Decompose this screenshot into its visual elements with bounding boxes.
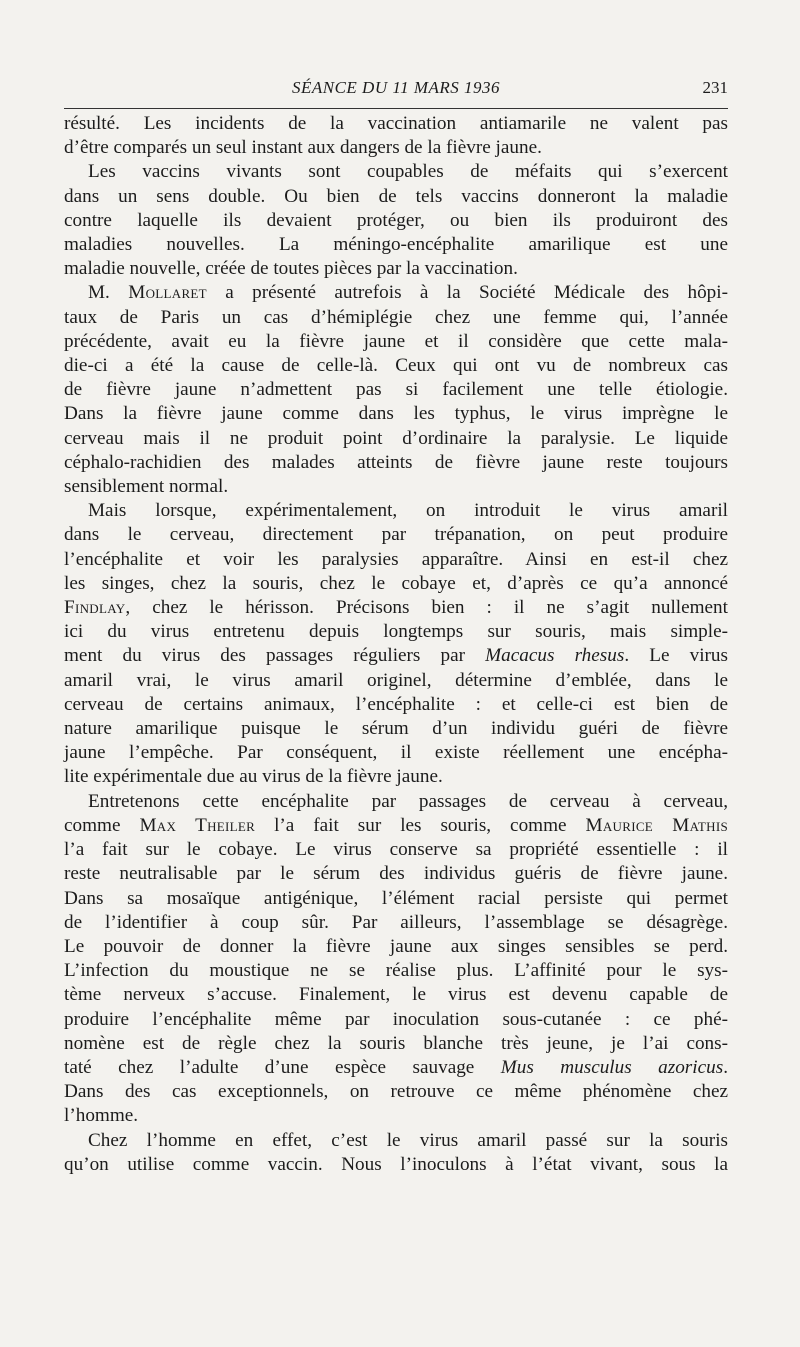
text-line	[64, 644, 728, 668]
text-line: dans un sens double. Ou bien de tels vaccins donneront la maladie	[64, 185, 728, 207]
text-run: , chez le hérisson. Précisons bien : il ne s’agit nullement	[125, 597, 728, 619]
text-line: nature amarilique puisque le sérum d’un individu guéri de fièvre	[64, 718, 728, 740]
text-line: sensiblement normal.	[64, 476, 229, 498]
text-line: l’encéphalite et voir les paralysies apparaître. Ainsi en est-il chez	[64, 548, 728, 570]
header-title: SÉANCE DU 11 MARS 1936	[291, 78, 501, 97]
text-run: a présenté autrefois à la Société Médicale des hôpi-	[206, 282, 728, 304]
author-name: Mollaret	[128, 282, 207, 304]
text-line: ici du virus entretenu depuis longtemps sur souris, mais simple-	[64, 621, 728, 643]
text-run: M.	[88, 282, 129, 304]
text-run: l’a fait sur les souris, comme	[255, 814, 586, 836]
text-line: cerveau de certains animaux, l’encéphalite : et celle-ci est bien de	[64, 693, 728, 715]
text-line: Dans la fièvre jaune comme dans les typhus, le virus imprègne le	[64, 403, 728, 425]
text-line: d’être comparés un seul instant aux dangers de la fièvre jaune.	[64, 137, 542, 159]
text-line: tème nerveux s’accuse. Finalement, le virus est devenu capable de	[64, 984, 728, 1006]
text-line: précédente, avait eu la fièvre jaune et il considère que cette mala-	[64, 330, 728, 352]
text-line: amaril vrai, le virus amaril originel, détermine d’emblée, dans le	[64, 669, 728, 691]
text-line: Le pouvoir de donner la fièvre jaune aux singes sensibles se perd.	[64, 935, 728, 957]
species-name: Mus musculus azoricus	[500, 1056, 724, 1078]
species-name: Macacus rhesus	[485, 645, 625, 667]
text-line: Entretenons cette encéphalite par passages de cerveau à cerveau,	[88, 790, 728, 812]
page-number: 231	[702, 78, 728, 97]
text-line: produire l’encéphalite même par inoculation sous-cutanée : ce phé-	[64, 1008, 728, 1030]
text-line: de l’identifier à coup sûr. Par ailleurs, l’assemblage se désagrège.	[64, 911, 728, 933]
text-line: maladies nouvelles. La méningo-encéphalite amarilique est une	[64, 234, 728, 256]
text-line: maladie nouvelle, créée de toutes pièces par la vaccination.	[64, 258, 518, 280]
running-header	[64, 78, 728, 106]
text-line	[64, 1056, 728, 1080]
text-line: Chez l’homme en effet, c’est le virus amaril passé sur la souris	[88, 1129, 728, 1151]
text-line: lite expérimentale due au virus de la fièvre jaune.	[64, 766, 443, 788]
text-line: de fièvre jaune n’admettent pas si facilement une telle étiologie.	[64, 379, 728, 401]
text-line: Les vaccins vivants sont coupables de méfaits qui s’exercent	[88, 161, 728, 183]
text-line: reste neutralisable par le sérum des individus guéris de fièvre jaune.	[64, 863, 728, 885]
body-text	[64, 112, 728, 1177]
text-line: Dans sa mosaïque antigénique, l’élément racial persiste qui permet	[64, 887, 728, 909]
text-run: comme	[64, 814, 140, 836]
text-line: jaune l’empêche. Par conséquent, il existe réellement une encépha-	[64, 742, 728, 764]
author-name: Max Theiler	[139, 814, 256, 836]
text-line: céphalo-rachidien des malades atteints de fièvre jaune reste toujours	[64, 451, 728, 473]
text-line: cerveau mais il ne produit point d’ordinaire la paralysie. Le liquide	[64, 427, 728, 449]
author-name: Maurice Mathis	[585, 814, 728, 836]
text-run: taté chez l’adulte d’une espèce sauvage	[64, 1056, 501, 1078]
text-line: contre laquelle ils devaient protéger, ou bien ils produiront des	[64, 209, 728, 231]
text-line: die-ci a été la cause de celle-là. Ceux qui ont vu de nombreux cas	[64, 355, 728, 377]
text-run: ment du virus des passages réguliers par	[64, 645, 486, 667]
text-line: Mais lorsque, expérimentalement, on introduit le virus amaril	[88, 500, 728, 522]
text-run: . Le virus	[624, 645, 728, 667]
text-line: nomène est de règle chez la souris blanche très jeune, je l’ai cons-	[64, 1032, 728, 1054]
text-line	[64, 814, 728, 838]
text-line: qu’on utilise comme vaccin. Nous l’inoculons à l’état vivant, sous la	[64, 1153, 728, 1175]
author-name: Findlay	[64, 597, 126, 619]
text-line: les singes, chez la souris, chez le cobaye et, d’après ce qu’a annoncé	[64, 572, 728, 594]
text-line	[64, 596, 728, 620]
text-line: Dans des cas exceptionnels, on retrouve ce même phénomène chez	[64, 1081, 728, 1103]
text-line	[64, 281, 728, 305]
text-line: L’infection du moustique ne se réalise plus. L’affinité pour le sys-	[64, 960, 728, 982]
text-line: dans le cerveau, directement par trépanation, on peut produire	[64, 524, 728, 546]
text-run: .	[723, 1056, 728, 1078]
header-rule	[64, 108, 728, 109]
text-line: l’a fait sur le cobaye. Le virus conserve sa propriété essentielle : il	[64, 839, 728, 861]
text-line: résulté. Les incidents de la vaccination antiamarile ne valent pas	[64, 113, 728, 134]
text-line: taux de Paris un cas d’hémiplégie chez une femme qui, l’année	[64, 306, 728, 328]
text-line: l’homme.	[64, 1105, 139, 1127]
